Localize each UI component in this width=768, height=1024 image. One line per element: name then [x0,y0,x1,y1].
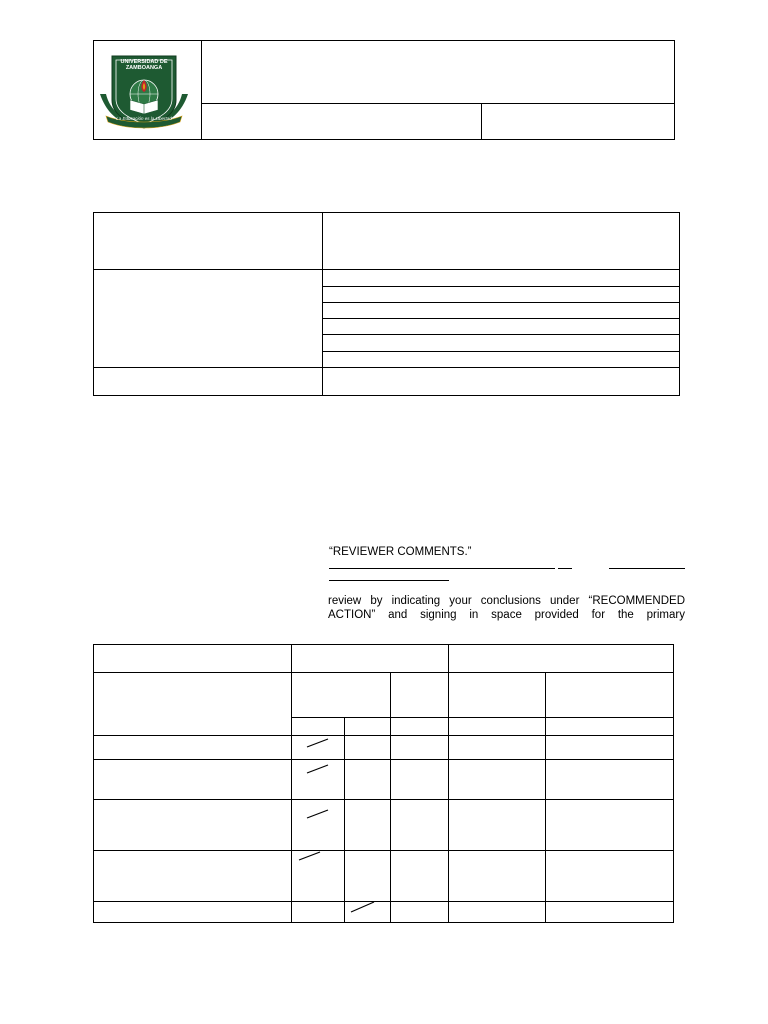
info-subrow-divider-4 [322,334,680,335]
checklist-col-1 [291,644,292,923]
university-logo [96,50,192,134]
signature-line-1 [329,568,555,569]
header-cell-divider [481,103,482,140]
check-mark-icon [298,850,322,862]
header-logo-divider [201,40,202,140]
checklist-table [93,644,674,923]
signature-line-2 [558,568,572,569]
checklist-row-5 [93,901,674,902]
info-row-divider-1 [93,269,680,270]
checklist-col-2 [344,717,345,923]
info-subrow-divider-5 [322,351,680,352]
instruction-line-2: ACTION” and signing in space provided for the primary [328,609,685,621]
checklist-col-5 [545,672,546,923]
info-subrow-divider-1 [322,286,680,287]
checklist-row-header-2 [291,717,674,718]
info-table [93,212,680,396]
checklist-row-2 [93,759,674,760]
checklist-row-1 [93,735,674,736]
checklist-row-4 [93,850,674,851]
check-mark-icon [306,737,330,749]
info-subrow-divider-2 [322,302,680,303]
instruction-line-1: review by indicating your conclusions under “RECOMMENDED [328,595,685,607]
checklist-col-group-divider [448,644,449,923]
check-mark-icon [306,763,330,775]
checklist-row-header-1 [93,672,674,673]
info-subrow-divider-3 [322,318,680,319]
checklist-col-3 [390,672,391,923]
signature-line-4 [329,580,449,581]
logo-ribbon-text: La Educación es la Libertad [116,116,172,121]
check-mark-icon [350,900,376,914]
logo-arc-text: UNIVERSIDAD DE ZAMBOANGA [120,59,168,71]
check-mark-icon [306,808,330,820]
signature-line-3 [609,568,685,569]
header-row-divider [201,103,675,104]
checklist-row-3 [93,799,674,800]
reviewer-comments-quote: “REVIEWER COMMENTS.” [329,546,472,558]
info-column-divider [322,212,323,396]
info-row-divider-2 [93,367,680,368]
